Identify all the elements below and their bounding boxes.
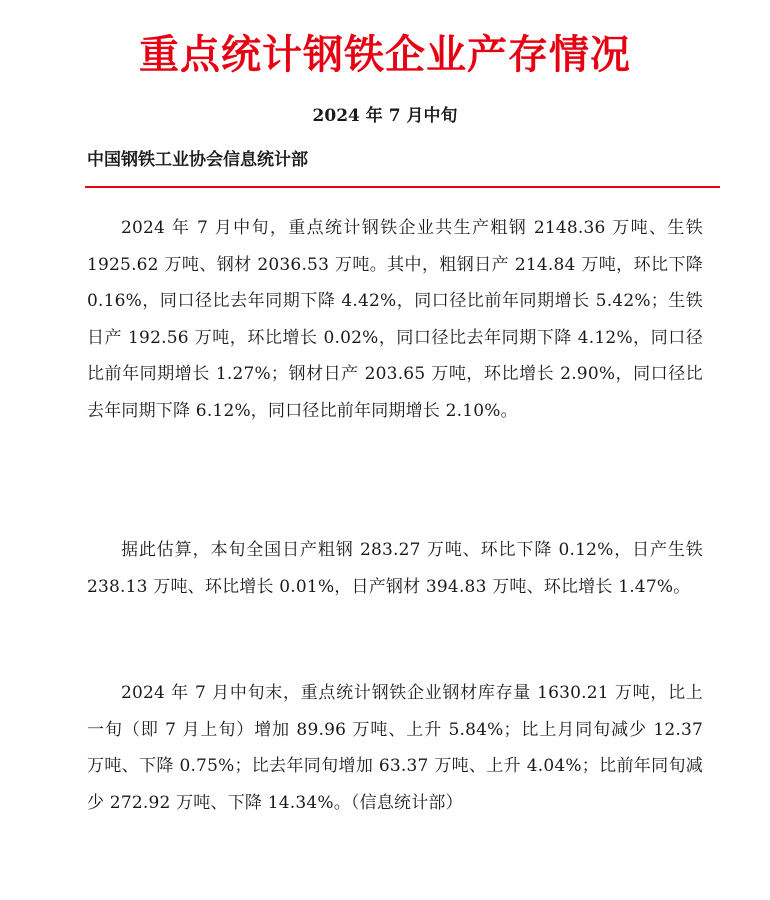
paragraph-inventory: 2024 年 7 月中旬末，重点统计钢铁企业钢材库存量 1630.21 万吨，比上一旬（即 7 月上旬）增加 89.96 万吨、上升 5.84%；比上月同旬减少 12.37 万吨、下降 0.75%；比去年同旬增加 63.37 万吨、上升 4.04%；比前年同旬减少 272.92 万吨、下降 14.34%。（信息统计部） (87, 683, 703, 813)
paragraph-production: 2024 年 7 月中旬，重点统计钢铁企业共生产粗钢 2148.36 万吨、生铁 1925.62 万吨、钢材 2036.53 万吨。其中，粗钢日产 214.84 万吨，环比下降 0.16%，同口径比去年同期下降 4.42%，同口径比前年同期增长 5.42%；生铁日产 192.56 万吨，环比增长 0.02%，同口径比去年同期下降 4.12%，同口径比前年同期增长 1.27%；钢材日产 203.65 万吨，环比增长 2.90%，同口径比去年同期下降 6.12%，同口径比前年同期增长 2.10%。 (87, 218, 703, 421)
document-date: 2024 年 7 月中旬 (312, 106, 458, 126)
paragraph-national-estimate: 据此估算，本旬全国日产粗钢 283.27 万吨、环比下降 0.12%，日产生铁 238.13 万吨、环比增长 0.01%，日产钢材 394.83 万吨、环比增长 1.47%。 (87, 540, 703, 597)
header-divider (85, 186, 720, 188)
document-title: 重点统计钢铁企业产存情况 (139, 31, 631, 78)
issuing-organization: 中国钢铁工业协会信息统计部 (87, 150, 308, 170)
